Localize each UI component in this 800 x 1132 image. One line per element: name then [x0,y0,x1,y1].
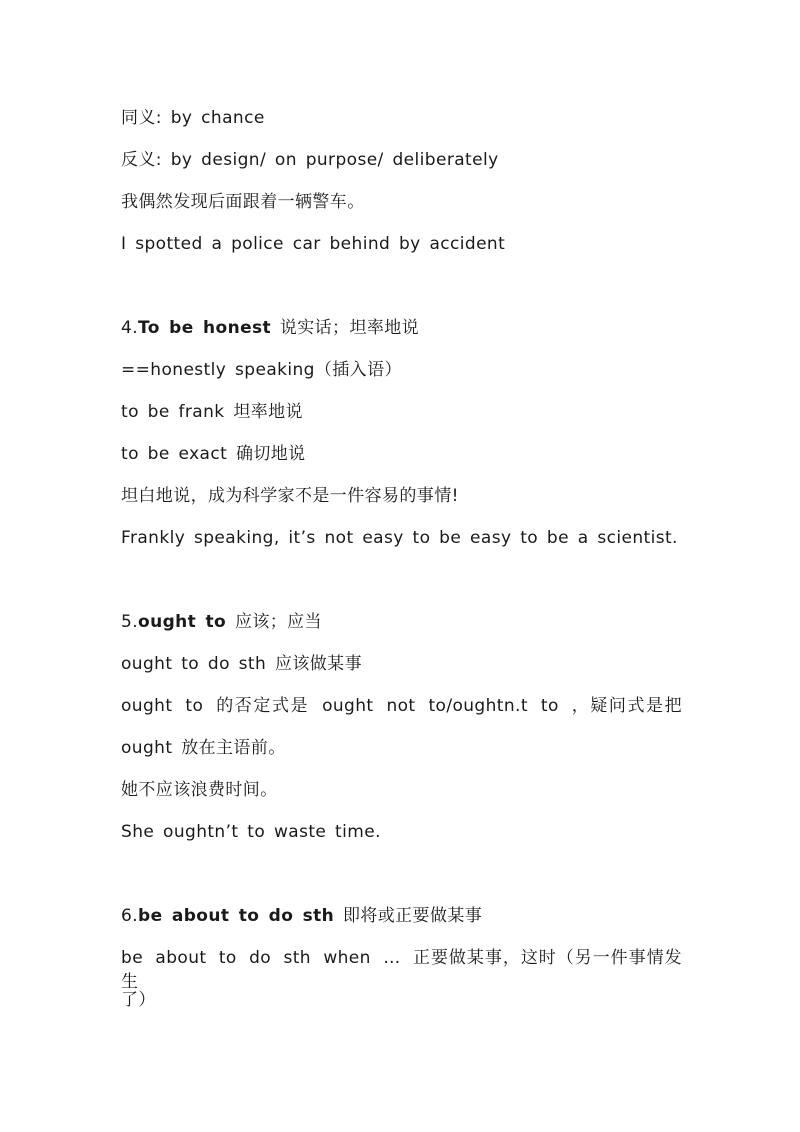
usage-line-2: 了） [121,990,156,1010]
section-6-heading [121,904,682,928]
section-6-term: be about to do sth [138,906,335,926]
section-4-number: 4. [121,318,139,338]
section-5-meaning: 应该；应当 [226,612,322,632]
section-5-heading [121,610,682,634]
phrase-line: to be exact 确切地说 [121,444,306,464]
antonym-line: 反义: by design/ on purpose/ deliberately [121,150,499,170]
section-4-term: To be honest [138,318,272,338]
grammar-note-line-1: ought to 的否定式是 ought not to/oughtn.t to ，疑问式是把 [121,696,682,716]
section-6-number: 6. [121,906,139,926]
synonym-line: 同义: by chance [121,108,265,128]
example-chinese-3: 她不应该浪费时间。 [121,780,278,800]
section-4-heading [121,316,682,340]
section-5-term: ought to [138,612,227,632]
example-chinese-1: 我偶然发现后面跟着一辆警车。 [121,192,365,212]
phrase-line: ==honestly speaking（插入语） [121,360,402,380]
example-english-1: I spotted a police car behind by accident [121,234,506,254]
phrase-line: to be frank 坦率地说 [121,402,303,422]
example-english-3: She oughtn’t to waste time. [121,822,381,842]
section-5-number: 5. [121,612,139,632]
section-6-meaning: 即将或正要做某事 [334,906,483,926]
grammar-note-line-2: ought 放在主语前。 [121,738,286,758]
section-4-meaning: 说实话；坦率地说 [271,318,420,338]
usage-line-1: be about to do sth when … 正要做某事，这时（另一件事情发生 [121,948,682,992]
example-chinese-2: 坦白地说，成为科学家不是一件容易的事情! [121,486,459,506]
phrase-line: ought to do sth 应该做某事 [121,654,362,674]
example-english-2: Frankly speaking, it’s not easy to be easy to be a scientist. [121,528,678,548]
